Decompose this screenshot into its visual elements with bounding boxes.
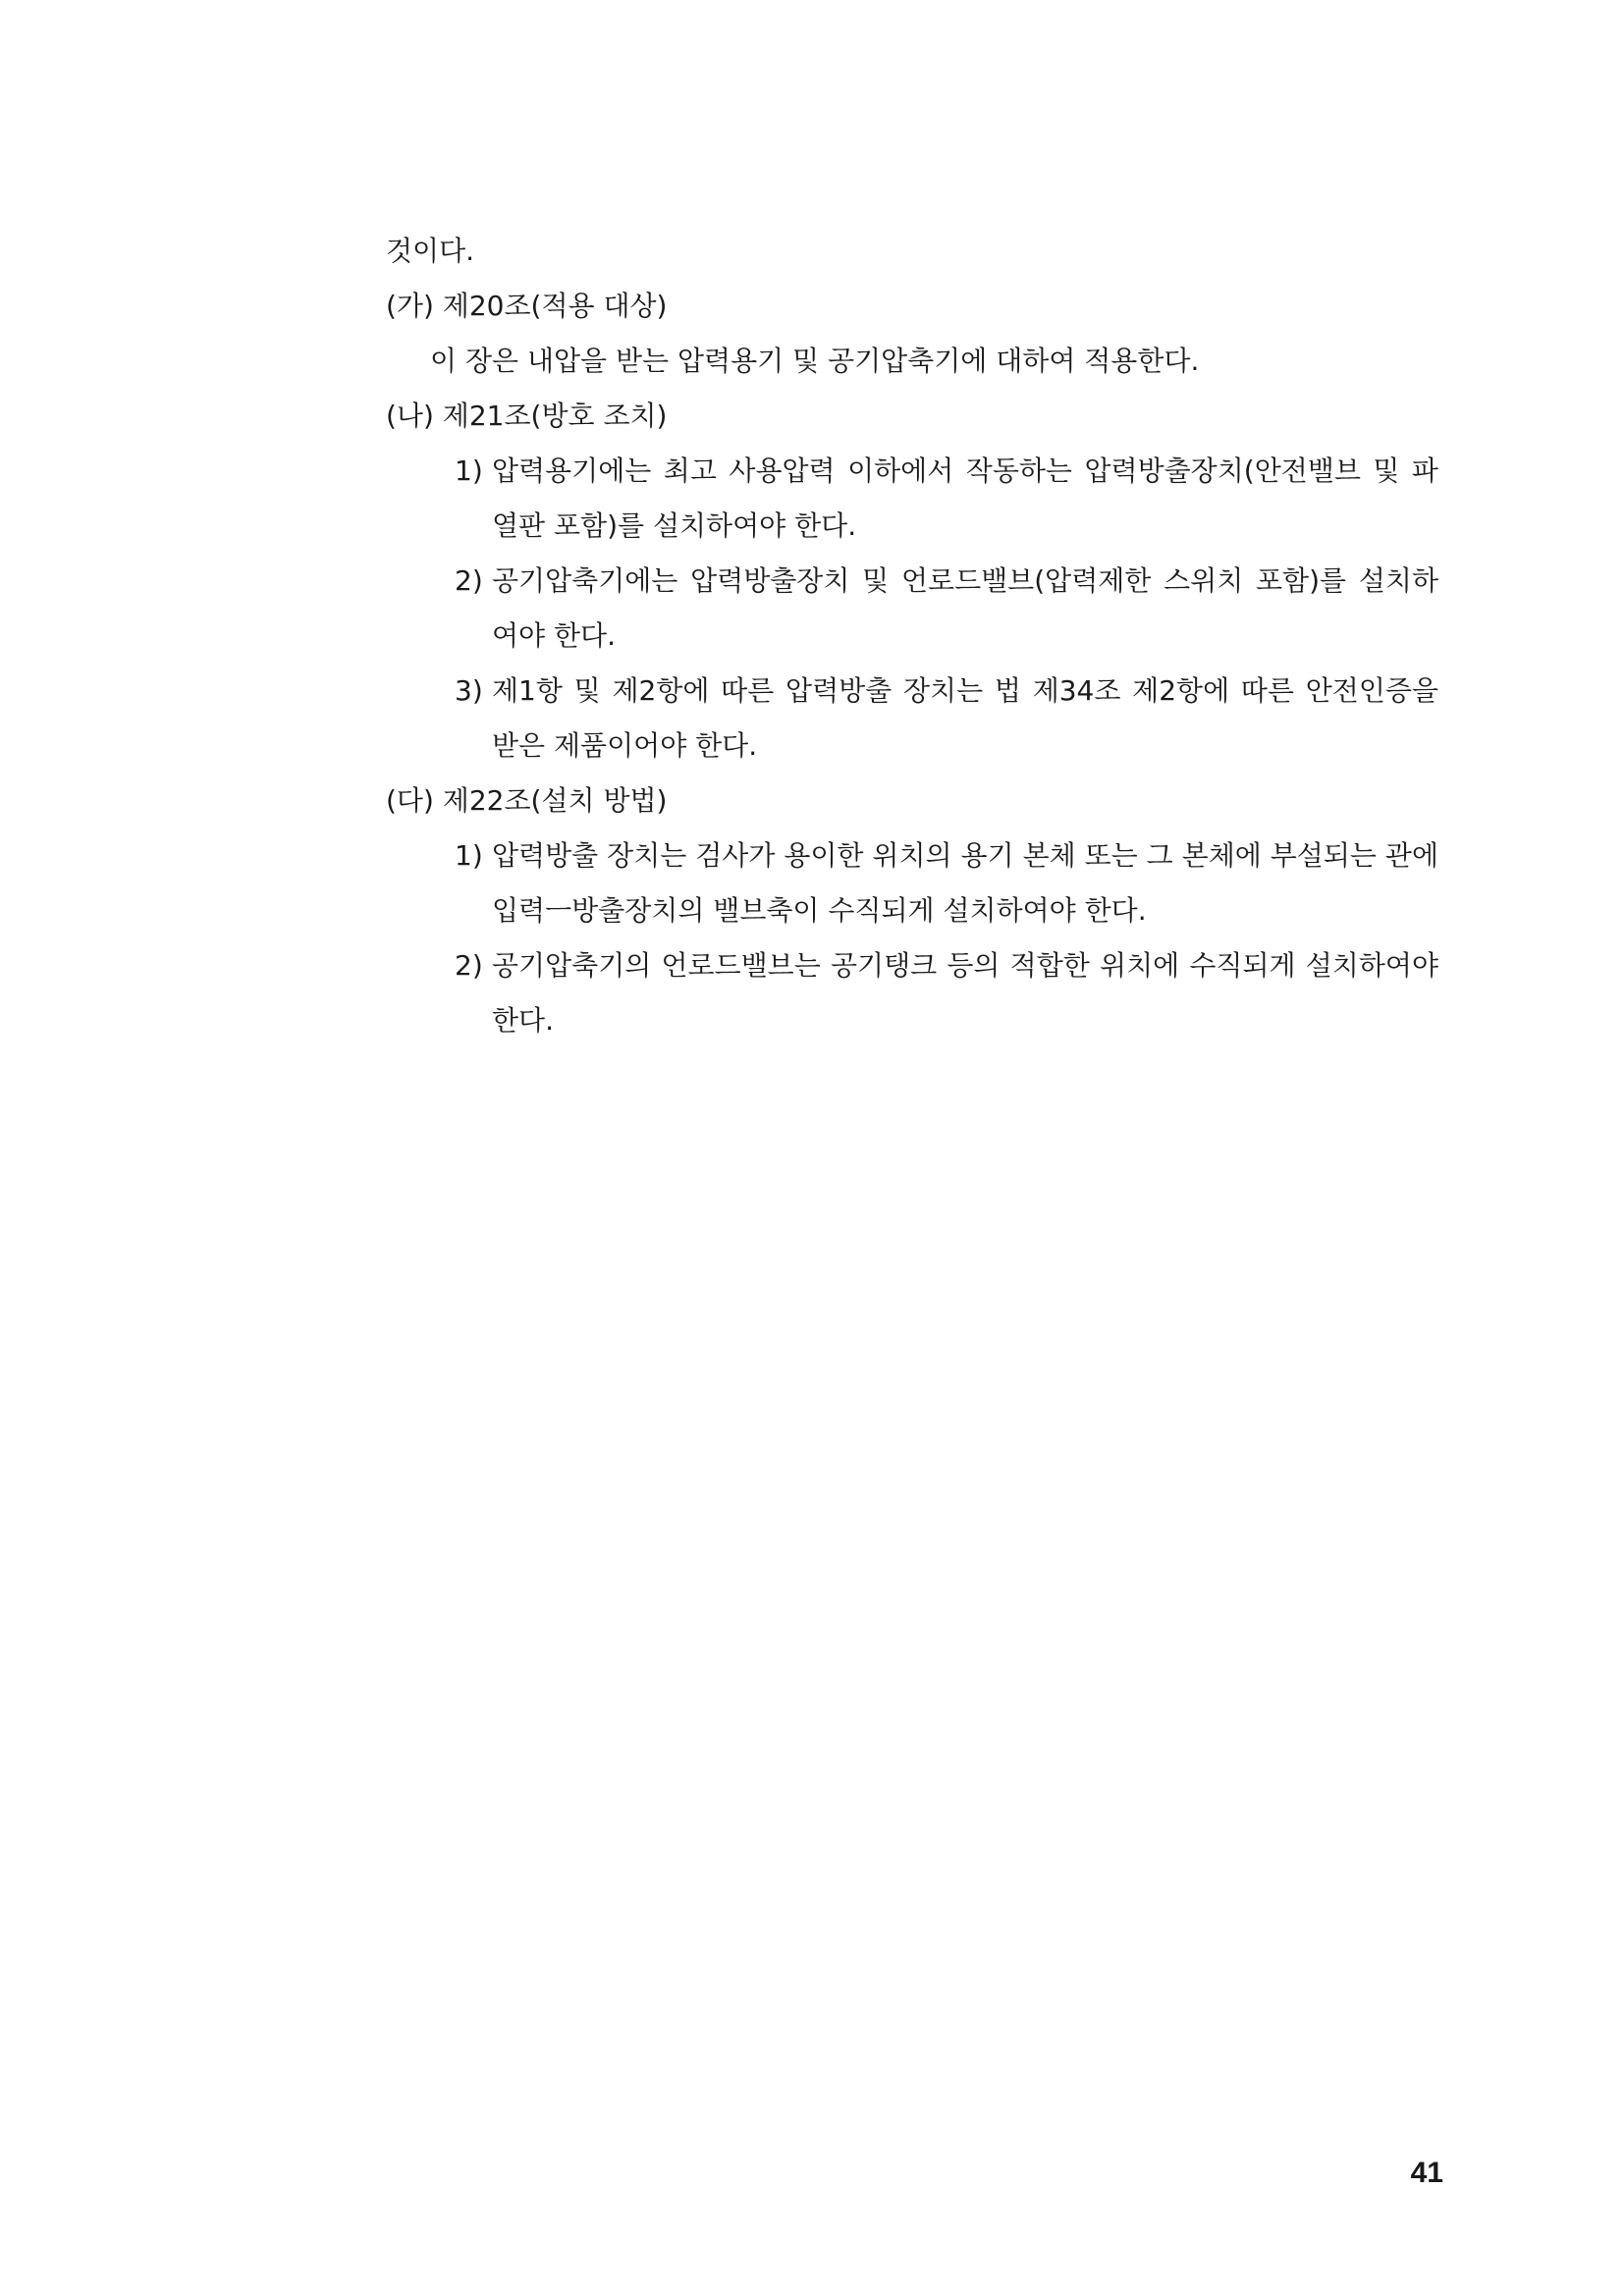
item-text: 공기압축기의 언로드밸브는 공기탱크 등의 적합한 위치에 수직되게 설치하여야 한다. <box>492 949 1438 1037</box>
item-text: 제1항 및 제2항에 따른 압력방출 장치는 법 제34조 제2항에 따른 안전인증을 받은 제품이어야 한다. <box>492 674 1438 762</box>
list-item <box>386 828 1438 938</box>
item-text: 공기압축기에는 압력방출장치 및 언로드밸브(압력제한 스위치 포함)를 설치하여야 한다. <box>492 564 1438 652</box>
list-item <box>386 938 1438 1048</box>
page-number: 41 <box>1410 2157 1443 2189</box>
list-item <box>386 444 1438 554</box>
continued-text: 것이다. <box>386 235 475 267</box>
section-body-ga: 이 장은 내압을 받는 압력용기 및 공기압축기에 대하여 적용한다. <box>430 345 1200 377</box>
item-number: 1) <box>455 839 483 872</box>
list-item <box>386 554 1438 664</box>
page-content <box>386 224 1438 1048</box>
section-heading-ga: (가) 제20조(적용 대상) <box>386 290 668 322</box>
section-heading-da: (다) 제22조(설치 방법) <box>386 784 668 817</box>
item-number: 2) <box>455 949 483 982</box>
item-text: 압력용기에는 최고 사용압력 이하에서 작동하는 압력방출장치(안전밸브 및 파열판 포함)를 설치하여야 한다. <box>492 454 1438 542</box>
item-number: 2) <box>455 564 483 597</box>
list-item <box>386 664 1438 774</box>
item-number: 3) <box>455 674 483 707</box>
section-heading-na: (나) 제21조(방호 조치) <box>386 400 668 432</box>
item-text: 압력방출 장치는 검사가 용이한 위치의 용기 본체 또는 그 본체에 부설되는 관에 입력ㅡ방출장치의 밸브축이 수직되게 설치하여야 한다. <box>492 839 1438 927</box>
item-number: 1) <box>455 454 483 487</box>
